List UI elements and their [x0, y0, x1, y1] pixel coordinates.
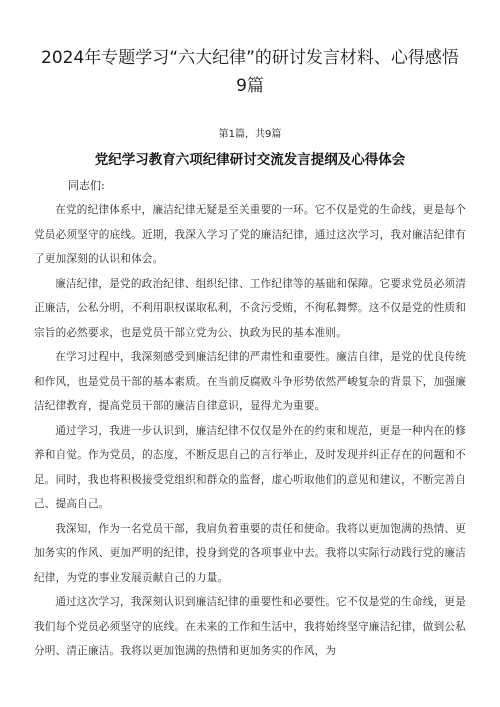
section-counter: 第1篇，共9篇: [218, 129, 282, 140]
body-text: [34, 198, 466, 664]
paragraph: 在党的纪律体系中，廉洁纪律无疑是至关重要的一环。它不仅是党的生命线，更是每个党员必须坚守的底线。近期，我深入学习了党的廉洁纪律，通过这次学习，我对廉洁纪律有了更加深刻的认识和体会。: [34, 204, 466, 265]
salutation: 同志们:: [68, 179, 105, 192]
paragraph: 廉洁纪律，是党的政治纪律、组织纪律、工作纪律等的基础和保障。它要求党员必须清正廉洁，公私分明，不利用职权谋取私利，不贪污受贿，不徇私舞弊。这不仅是党的性质和宗旨的必然要求，也是党员干部立党为公、执政为民的基本准则。: [34, 277, 466, 339]
paragraph: 我深知，作为一名党员干部，我肩负着重要的责任和使命。我将以更加饱满的热情、更加务实的作风、更加严明的纪律，投身到党的各项事业中去。我将以实际行动践行党的廉洁纪律，为党的事业发展贡献自己的力量。: [34, 522, 466, 584]
paragraph: 通过学习，我进一步认识到，廉洁纪律不仅仅是外在的约束和规范，更是一种内在的修养和自觉。作为党员，的态度，不断反思自己的言行举止，及时发现并纠正存在的问题和不足。同时，我也将积极接受党组织和群众的监督，虚心听取他们的意见和建议，不断完善自己、提高自己。: [34, 424, 466, 510]
document-title: 2024年专题学习“六大纪律”的研讨发言材料、心得感悟9篇: [41, 48, 459, 96]
paragraph: 通过这次学习，我深刻认识到廉洁纪律的重要性和必要性。它不仅是党的生命线，更是我们每个党员必须坚守的底线。在未来的工作和生活中，我将始终坚守廉洁纪律，做到公私分明、清正廉洁。我将以更加饱满的热情和更加务实的作风，为: [34, 596, 466, 657]
section-title: 党纪学习教育六项纪律研讨交流发言提纲及心得体会: [94, 152, 406, 168]
paragraph: 在学习过程中，我深刻感受到廉洁纪律的严肃性和重要性。廉洁自律，是党的优良传统和作风，也是党员干部的基本素质。在当前反腐败斗争形势依然严峻复杂的背景下，加强廉洁纪律教育，提高党员干部的廉洁自律意识，显得尤为重要。: [34, 351, 466, 412]
